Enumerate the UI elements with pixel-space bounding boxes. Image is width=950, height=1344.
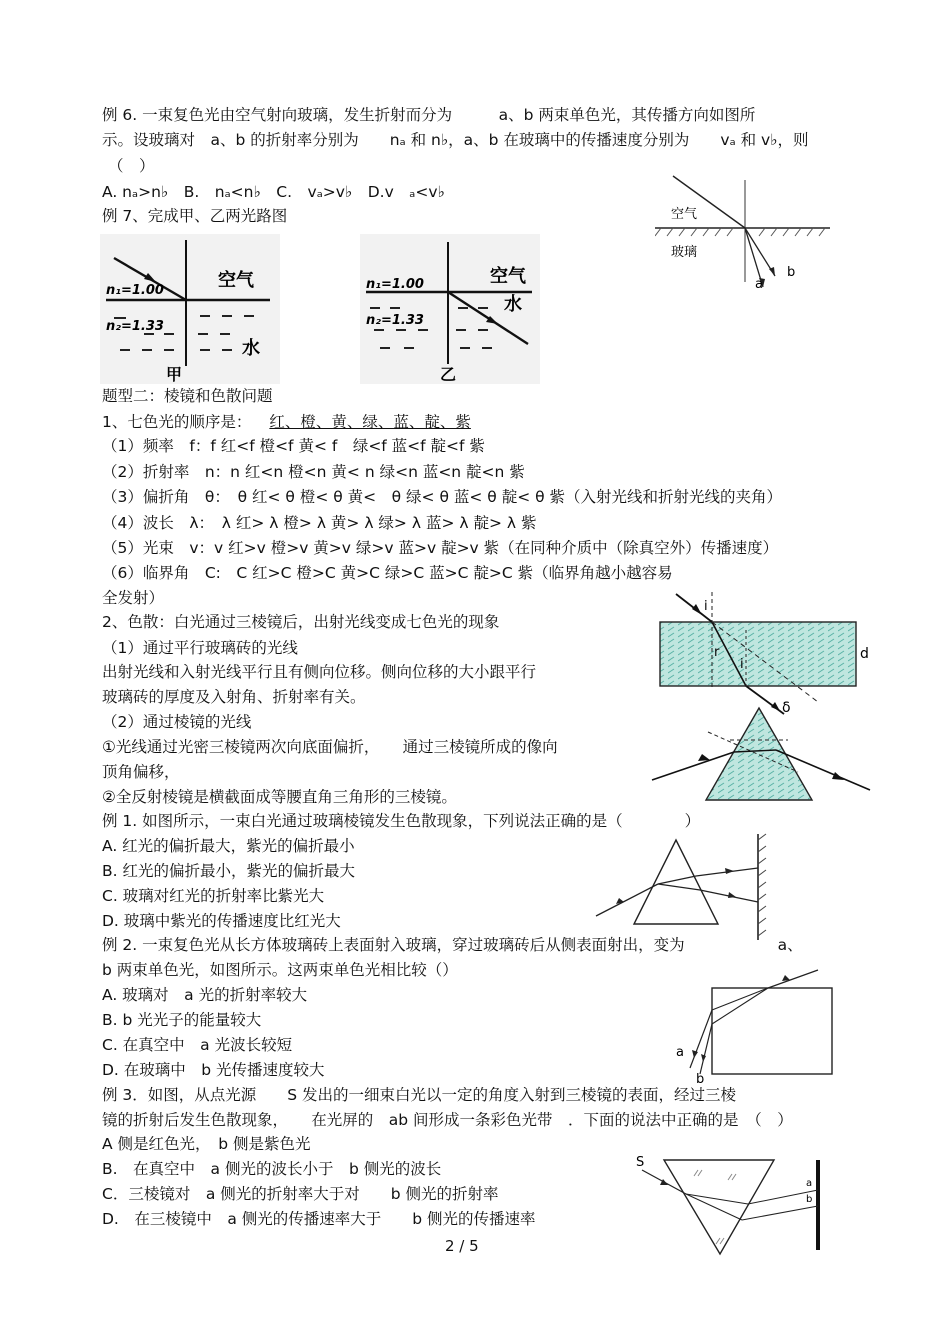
section2-title: 题型二：棱镜和色散问题 <box>102 387 273 405</box>
prism-text3: ②全反射棱镜是横截面成等腰直角三角形的三棱镜。 <box>102 788 457 806</box>
ex6-line1: 例 6. 一束复色光由空气射向玻璃，发生折射而分为 a、b 两束单色光，其传播方向如图所 <box>102 106 756 124</box>
property-critical-angle-cont: 全发射） <box>102 589 165 607</box>
yi-air-label: 空气 <box>490 266 526 287</box>
prism-text2: 顶角偏移， <box>102 763 180 781</box>
page-number: 2 / 5 <box>445 1237 479 1255</box>
fig-r-label: r <box>714 645 720 660</box>
ex2-fig-a-label: a <box>676 1045 684 1060</box>
jia-air-label: 空气 <box>218 270 254 291</box>
parallel-slab-text1: 出射光线和入射光线平行且有侧向位移。侧向位移的大小跟平行 <box>102 663 537 681</box>
parallel-slab-title: （1）通过平行玻璃砖的光线 <box>102 639 298 657</box>
ex3-fig-s-label: S <box>636 1155 645 1170</box>
ex3-option-d: D. 在三棱镜中 a 侧光的传播速率大于 b 侧光的传播速率 <box>102 1210 536 1228</box>
ex6-line2: 示。设玻璃对 a、b 的折射率分别为 nₐ 和 n♭，a、b 在玻璃中的传播速度分别为 vₐ 和 v♭，则 <box>102 131 809 149</box>
ex3-option-a: A 侧是红色光， b 侧是紫色光 <box>102 1135 311 1153</box>
dispersion-title: 2、色散：白光通过三棱镜后，出射光线变成七色光的现象 <box>102 613 500 631</box>
ex2-figure <box>668 962 838 1087</box>
ex3-fig-a-label: a <box>806 1178 813 1189</box>
ex1-option-b: B. 红光的偏折最小，紫光的偏折最大 <box>102 862 355 880</box>
color-sequence <box>102 412 483 432</box>
ex3-fig-b-label: b <box>806 1194 813 1205</box>
ex2-fig-b-label: b <box>696 1072 705 1087</box>
yi-n2-label: n₂=1.33 <box>366 313 424 328</box>
jia-n1-label: n₁=1.00 <box>106 283 164 298</box>
property-wavelength: （4）波长 λ： λ 红> λ 橙> λ 黄> λ 绿> λ 蓝> λ 靛> λ 紫 <box>102 514 537 532</box>
yi-n1-label: n₁=1.00 <box>366 277 424 292</box>
ex6-fig-air-label: 空气 <box>671 207 698 222</box>
property-frequency: （1）频率 f：f 红<f 橙<f 黄< f 绿<f 蓝<f 靛<f 紫 <box>102 437 485 455</box>
property-refractive-index: （2）折射率 n：n 红<n 橙<n 黄< n 绿<n 蓝<n 靛<n 紫 <box>102 463 525 481</box>
property-critical-angle: （6）临界角 C: C 红>C 橙>C 黄>C 绿>C 蓝>C 靛>C 紫（临界角越小越容易 <box>102 564 673 582</box>
property-deflection-angle: （3）偏折角 θ： θ 红< θ 橙< θ 黄< θ 绿< θ 蓝< θ 靛< θ 紫（入射光线和折射光线的夹角） <box>102 488 783 506</box>
ex3-figure <box>628 1150 828 1260</box>
yi-water-label: 水 <box>504 294 522 315</box>
ex7-title: 例 7、完成甲、乙两光路图 <box>102 207 288 225</box>
jia-water-label: 水 <box>242 338 260 359</box>
jia-n2-label: n₂=1.33 <box>106 319 164 334</box>
ex2-option-d: D. 在玻璃中 b 光传播速度较大 <box>102 1061 325 1079</box>
property-speed: （5）光束 v：v 红>v 橙>v 黄>v 绿>v 蓝>v 靛>v 紫（在同种介质中（除真空外）传播速度） <box>102 539 779 557</box>
yi-name-label: 乙 <box>440 365 457 384</box>
fig-i2-label: i <box>740 657 744 672</box>
slab-prism-figure <box>648 590 878 805</box>
ex6-line3: （ ） <box>108 157 155 175</box>
ex6-figure <box>655 172 835 302</box>
fig-i-label: i <box>704 599 708 614</box>
ex2-question-line1: 例 2. 一束复色光从长方体玻璃砖上表面射入玻璃，穿过玻璃砖后从侧表面射出，变为 a、 <box>102 936 803 954</box>
ex3-option-c: C．三棱镜对 a 侧光的折射率大于对 b 侧光的折射率 <box>102 1185 499 1203</box>
ex6-fig-a-label: a <box>755 277 763 292</box>
jia-name-label: 甲 <box>166 365 183 384</box>
ex7-figure-yi <box>360 234 540 384</box>
ex2-option-a: A. 玻璃对 a 光的折射率较大 <box>102 986 308 1004</box>
ex6-fig-glass-label: 玻璃 <box>671 245 698 260</box>
parallel-slab-text2: 玻璃砖的厚度及入射角、折射率有关。 <box>102 688 366 706</box>
fig-delta-label: δ <box>782 700 791 716</box>
ex1-option-c: C. 玻璃对红光的折射率比紫光大 <box>102 887 325 905</box>
ex3-option-b: B. 在真空中 a 侧光的波长小于 b 侧光的波长 <box>102 1160 442 1178</box>
ex1-question: 例 1. 如图所示，一束白光通过玻璃棱镜发生色散现象，下列说法正确的是（ ） <box>102 812 701 830</box>
color-sequence-value: 红、橙、黄、绿、蓝、靛、紫 <box>269 413 471 431</box>
prism-title: （2）通过棱镜的光线 <box>102 713 252 731</box>
ex3-question-line2: 镜的折射后发生色散现象， 在光屏的 ab 间形成一条彩色光带 ．下面的说法中正确的是 （ ） <box>102 1111 793 1129</box>
ex3-question-line1: 例 3．如图，从点光源 S 发出的一细束白光以一定的角度入射到三棱镜的表面，经过三棱 <box>102 1086 737 1104</box>
ex1-option-d: D. 玻璃中紫光的传播速度比红光大 <box>102 912 341 930</box>
ex2-option-b: B. b 光光子的能量较大 <box>102 1011 262 1029</box>
prism-text1: ①光线通过光密三棱镜两次向底面偏折， 通过三棱镜所成的像向 <box>102 738 558 756</box>
fig-d-label: d <box>860 646 869 662</box>
ex1-figure <box>594 832 784 947</box>
ex6-fig-b-label: b <box>787 265 796 280</box>
ex2-question-line2: b 两束单色光，如图所示。这两束单色光相比较（） <box>102 961 458 979</box>
ex1-option-a: A. 红光的偏折最大，紫光的偏折最小 <box>102 837 355 855</box>
ex2-option-c: C. 在真空中 a 光波长较短 <box>102 1036 293 1054</box>
color-sequence-label: 1、七色光的顺序是： <box>102 413 252 431</box>
ex7-figure-jia <box>100 234 280 384</box>
ex6-options: A. nₐ>n♭ B. nₐ<n♭ C. vₐ>v♭ D.v ₐ<v♭ <box>102 183 445 201</box>
